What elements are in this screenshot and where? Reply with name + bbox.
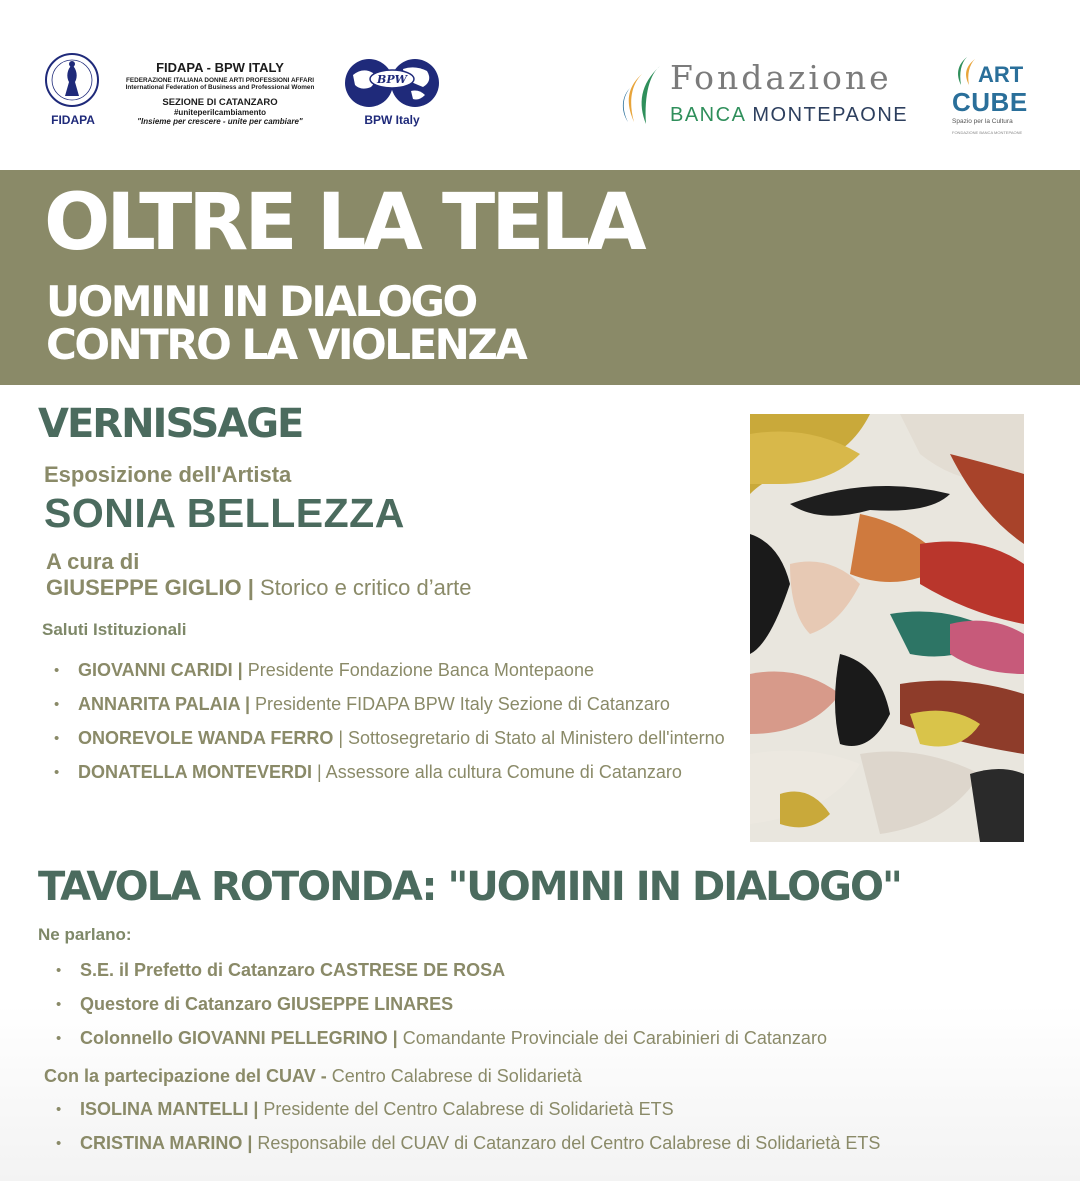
cuav-label: Con la partecipazione del CUAV - — [44, 1066, 327, 1086]
speaker-name: DONATELLA MONTEVERDI — [78, 762, 312, 782]
list-item — [38, 662, 738, 679]
fidapa-logo — [44, 52, 100, 108]
list-item — [38, 730, 738, 747]
speaker-name: CRISTINA MARINO | — [80, 1133, 253, 1153]
fidapa-word: FIDAPA — [51, 113, 95, 127]
speaker-role: Presidente FIDAPA BPW Italy Sezione di Catanzaro — [250, 694, 670, 714]
list-item — [38, 696, 738, 713]
speakers-heading: Ne parlano: — [38, 925, 132, 944]
cuav-list — [40, 1101, 1070, 1169]
artcube-line3: Spazio per la Cultura — [952, 118, 1013, 125]
artwork-image — [750, 414, 1024, 842]
speaker-name: ONOREVOLE WANDA FERRO — [78, 728, 334, 748]
speaker-name: ISOLINA MANTELLI | — [80, 1099, 259, 1119]
event-title: OLTRE LA TELA — [44, 178, 643, 268]
fondazione-mark-icon — [620, 64, 666, 126]
greetings-heading: Saluti Istituzionali — [42, 620, 187, 639]
list-item — [40, 962, 1040, 979]
event-subtitle — [46, 277, 526, 369]
speaker-name: Questore di Catanzaro GIUSEPPE LINARES — [80, 994, 454, 1014]
speaker-name: GIOVANNI CARIDI | — [78, 660, 243, 680]
fondazione-subtitle — [670, 104, 908, 127]
fondazione-sub-banca: BANCA — [670, 104, 746, 126]
speakers-list — [40, 962, 1040, 1064]
speaker-role: Presidente Fondazione Banca Montepaone — [242, 660, 594, 680]
curated-by-label: A cura di — [46, 549, 140, 574]
fidapa-line6: "Insieme per crescere - unite per cambiare" — [137, 117, 303, 126]
bpw-globe-logo — [343, 57, 441, 109]
fidapa-line2: FEDERAZIONE ITALIANA DONNE ARTI PROFESSIONI AFFARI — [125, 77, 315, 84]
speaker-role: Responsabile del CUAV di Catanzaro del Centro Calabrese di Solidarietà ETS — [252, 1133, 881, 1153]
list-item — [40, 996, 1040, 1013]
curator-name: GIUSEPPE GIGLIO | — [46, 575, 254, 600]
cuav-description: Centro Calabrese di Solidarietà — [326, 1066, 582, 1086]
list-item — [40, 1135, 1070, 1152]
artcube-line2: CUBE — [952, 87, 1028, 117]
fidapa-description — [112, 60, 328, 126]
speaker-name: S.E. il Prefetto di Catanzaro CASTRESE DE ROSA — [80, 960, 506, 980]
list-item — [40, 1030, 1040, 1047]
list-item — [38, 764, 738, 781]
event-subtitle-line1: UOMINI IN DIALOGO — [46, 277, 476, 326]
fidapa-line1: FIDAPA - BPW ITALY — [156, 60, 284, 75]
artist-name: SONIA BELLEZZA — [44, 490, 405, 536]
event-subtitle-line2: CONTRO LA VIOLENZA — [46, 320, 526, 369]
curator — [46, 575, 472, 601]
speaker-name: Colonnello GIOVANNI PELLEGRINO | — [80, 1028, 398, 1048]
greetings-list — [38, 662, 738, 798]
speaker-role: Presidente del Centro Calabrese di Solidarietà ETS — [258, 1099, 674, 1119]
fidapa-line3: International Federation of Business and Professional Women — [125, 84, 315, 91]
speaker-name: ANNARITA PALAIA | — [78, 694, 251, 714]
list-item — [40, 1101, 1070, 1118]
speaker-role: | Sottosegretario di Stato al Ministero dell'interno — [333, 728, 725, 748]
artcube-line4: FONDAZIONE BANCA MONTEPAONE — [952, 130, 1023, 135]
speaker-role: | Assessore alla cultura Comune di Catanzaro — [312, 762, 682, 782]
fidapa-line4: SEZIONE DI CATANZARO — [162, 97, 278, 108]
artcube-line1: ART — [978, 62, 1024, 87]
speaker-role: Comandante Provinciale dei Carabinieri di Catanzaro — [397, 1028, 827, 1048]
exhibition-label: Esposizione dell'Artista — [44, 462, 292, 487]
fondazione-sub-montepaone: MONTEPAONE — [752, 104, 909, 126]
bpw-globe-text: BPW — [377, 73, 407, 86]
bpw-word: BPW Italy — [364, 113, 420, 127]
fondazione-title: Fondazione — [670, 58, 892, 97]
curator-role: Storico e critico d’arte — [253, 575, 472, 600]
cuav-participation — [44, 1066, 582, 1087]
vernissage-heading: VERNISSAGE — [38, 401, 303, 447]
fidapa-line5: #uniteperilcambiamento — [173, 108, 267, 117]
roundtable-heading: TAVOLA ROTONDA: "UOMINI IN DIALOGO" — [38, 864, 901, 910]
